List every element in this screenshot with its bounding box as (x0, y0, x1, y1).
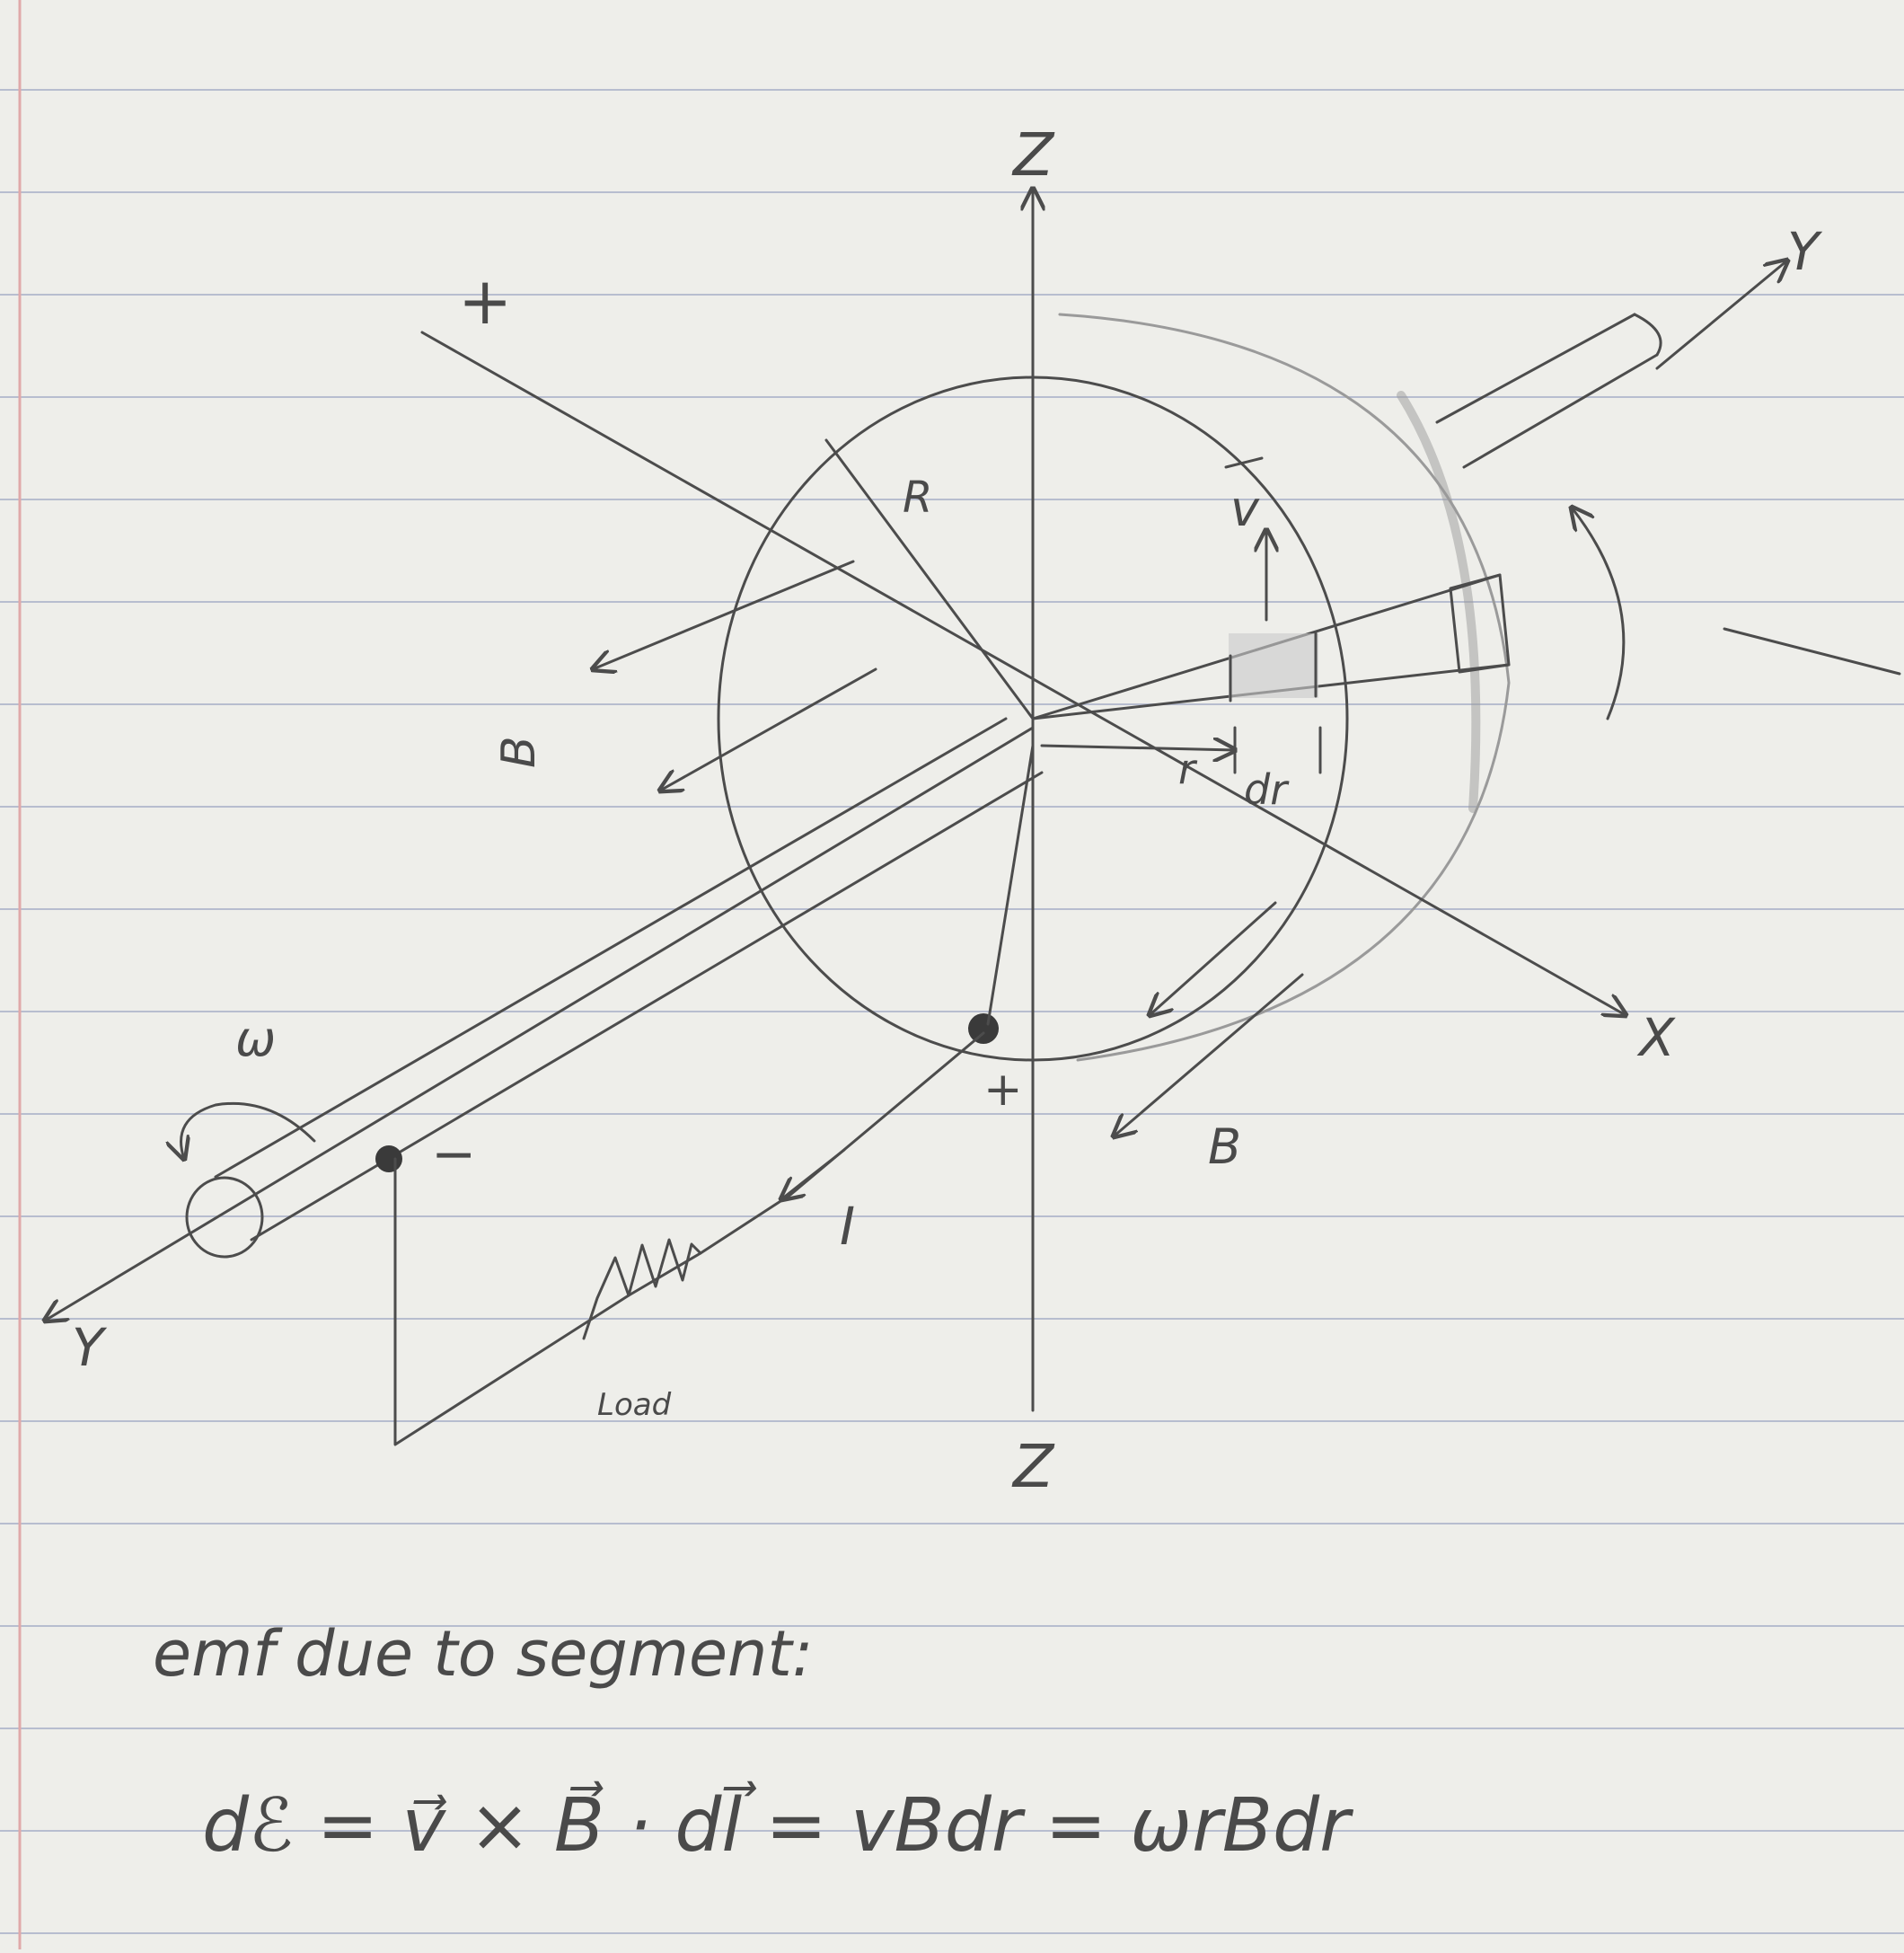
current-arrow (781, 1150, 844, 1199)
radius-label: R (903, 473, 933, 523)
dr-label: dr (1244, 765, 1288, 814)
terminal-positive-dot (968, 1013, 999, 1044)
z-axis-bottom-label: Z (1013, 1432, 1054, 1501)
y-axis (45, 728, 1033, 1321)
omega-label: ω (235, 1011, 277, 1067)
brush-wire (988, 746, 1033, 1024)
y-axis-right-label: Y (1787, 221, 1820, 282)
load-label: Load (597, 1387, 672, 1423)
x-axis-neg-label: + (458, 263, 513, 339)
wedge-segment (1033, 575, 1509, 719)
terminal-negative-label: − (431, 1123, 477, 1186)
terminal-positive-label: + (983, 1063, 1023, 1117)
field-arrows-left (593, 561, 876, 791)
y-axis-left-label: Y (72, 1317, 104, 1378)
field-right-label: B (1208, 1118, 1242, 1175)
current-label: I (840, 1196, 856, 1257)
notes-equation: dℰ = v⃗ × B⃗ · dl⃗ = vBdr = ωrBdr (202, 1783, 1350, 1869)
notes-heading: emf due to segment: (153, 1617, 814, 1691)
field-left-label: B (492, 736, 546, 768)
terminal-negative-dot (375, 1145, 402, 1172)
shaft-back (1437, 314, 1661, 467)
y-axis-back (1657, 261, 1787, 368)
r-dimension (1042, 746, 1235, 750)
load-resistor (584, 1240, 701, 1339)
velocity-label: v (1230, 481, 1259, 537)
r-label: r (1178, 745, 1195, 793)
rotation-arrow (1572, 508, 1624, 719)
x-axis (422, 332, 1626, 1015)
viewer-line (1724, 629, 1900, 674)
z-axis-top-label: Z (1013, 120, 1054, 190)
x-axis-label: X (1639, 1007, 1675, 1068)
circuit-wire (395, 1033, 983, 1445)
